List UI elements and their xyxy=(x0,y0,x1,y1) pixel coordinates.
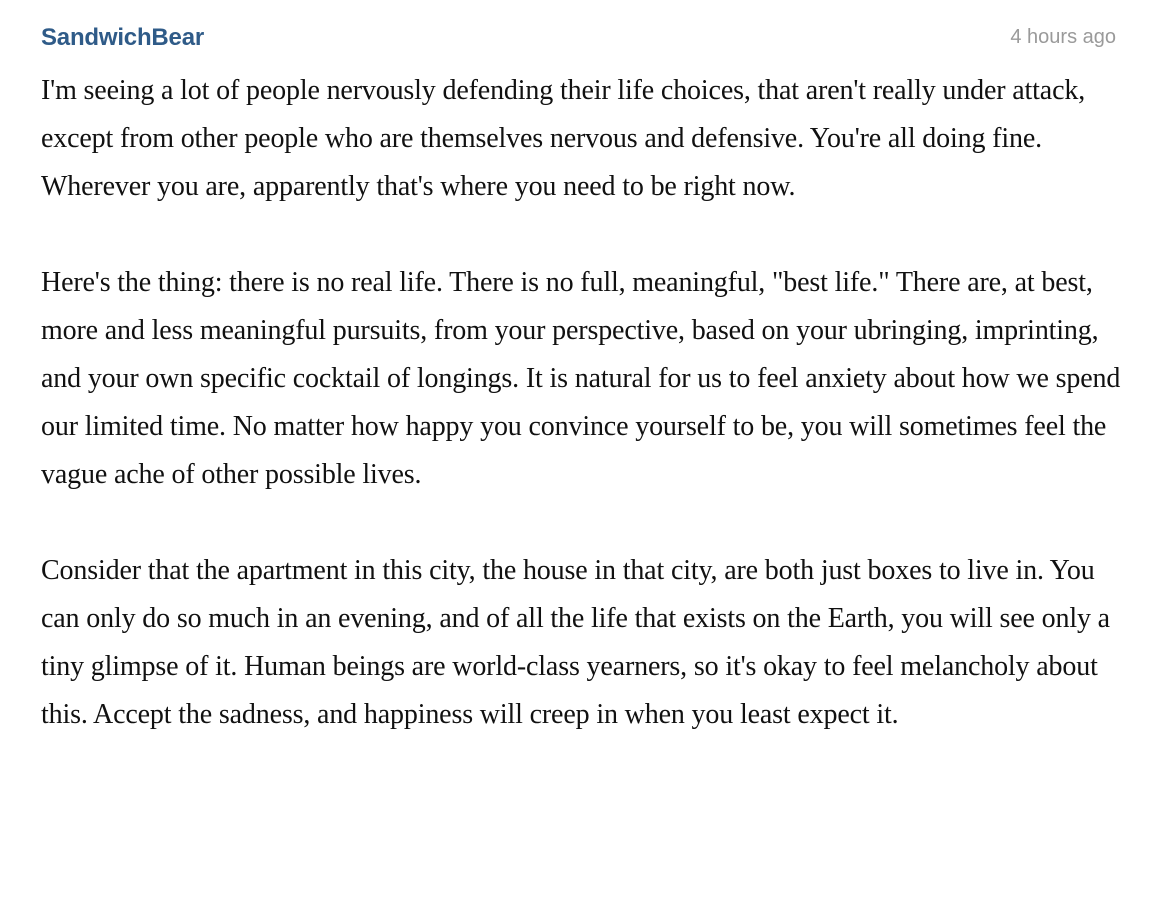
comment-paragraph-3: Consider that the apartment in this city, the house in that city, are both just boxes to live in. You can only do so much in an evening, and of all the life that exists on the Earth, you will see only a tiny glimpse of it. Human beings are world-class yearners, so it's okay to feel melancholy about this. Accept the sadness, and happiness will creep in when you least expect it. xyxy=(41,555,1110,730)
comment-header xyxy=(41,22,1116,60)
comment-paragraph-1: I'm seeing a lot of people nervously defending their life choices, that aren't really under attack, except from other people who are themselves nervous and defensive. You're all doing fine. Wherever you are, apparently that's where you need to be right now. xyxy=(41,75,1086,202)
comment-paragraph-2: Here's the thing: there is no real life. There is no full, meaningful, "best life." There are, at best, more and less meaningful pursuits, from your perspective, based on your ubringing, imprinting, and your own specific cocktail of longings. It is natural for us to feel anxiety about how we spend our limited time. No matter how happy you convince yourself to be, you will sometimes feel the vague ache of other possible lives. xyxy=(41,267,1121,490)
comment-timestamp: 4 hours ago xyxy=(1010,26,1116,48)
comment-body xyxy=(41,67,1121,739)
username-link[interactable]: SandwichBear xyxy=(41,24,204,51)
